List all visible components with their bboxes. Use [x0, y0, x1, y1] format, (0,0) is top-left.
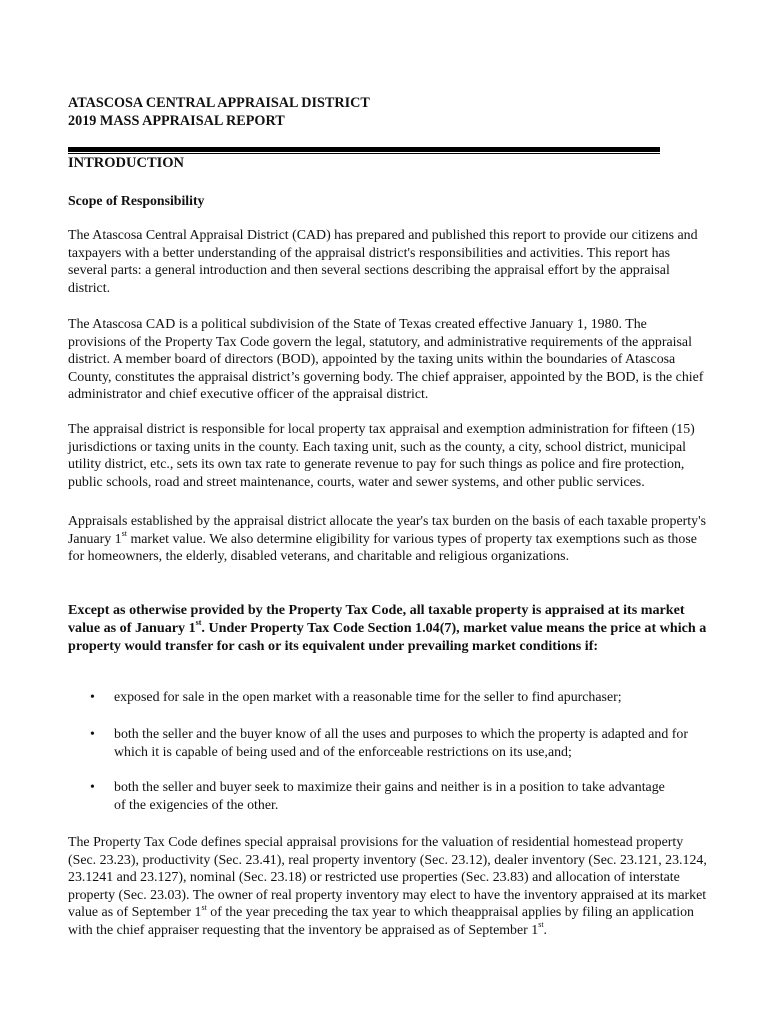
ordinal-sup: st: [121, 528, 127, 538]
paragraph-appraisals-b: market value. We also determine eligibility for various types of property tax exemptions such as those for homeowners, the elderly, disabled veterans, and charitable and religious organizations.: [68, 531, 697, 565]
paragraph-cad-description: The Atascosa CAD is a political subdivision of the State of Texas created effective January 1, 1980. The provisions of the Property Tax Code govern the legal, statutory, and administrative requirements of the appraisal district. A member board of directors (BOD), appointed by the taxing units within the boundaries of Atascosa County, constitutes the appraisal district’s governing body. The chief appraiser, appointed by the BOD, is the chief administrator and chief executive officer of the appraisal district.: [68, 317, 704, 403]
paragraph-appraisals: [68, 513, 708, 566]
market-value-b: . Under Property Tax Code Section 1.04(7), market value means the price at which a property would transfer for cash or its equivalent under prevailing market conditions if:: [68, 619, 707, 654]
special-provisions-a: The Property Tax Code defines special appraisal provisions for the valuation of residential homestead property (Sec. 23.23), productivity (Sec. 23.41), real property inventory (Sec. 23.12), dealer inventory (Sec. 23.121, 23.124, 23.1241 and 23.127), nominal (Sec. 23.18) or restricted use properties (Sec. 23.83) and allocation of interstate property (Sec. 23.03). The owner of real property inventory may elect to have the inventory appraised at its market value as of September 1: [68, 835, 707, 921]
list-item-text: both the seller and the buyer know of all the uses and purposes to which the property is adapted and for which it is capable of being used and of the enforceable restrictions on its use,and;: [114, 727, 688, 760]
paragraph-appraisals-a: Appraisals established by the appraisal district allocate the year's tax burden on the basis of each taxable property's January 1: [68, 514, 706, 547]
list-item-text: exposed for sale in the open market with a reasonable time for the seller to find apurchaser;: [114, 690, 622, 705]
bullet-icon: •: [90, 780, 95, 795]
bullet-icon: •: [90, 690, 95, 705]
market-value-a: Except as otherwise provided by the Property Tax Code, all taxable property is appraised at its market value as of January 1: [68, 602, 685, 636]
list-item: [68, 726, 708, 761]
district-name-heading: ATASCOSA CENTRAL APPRAISAL DISTRICT: [68, 95, 370, 111]
special-provisions-c: .: [543, 922, 548, 938]
paragraph-responsibility: The appraisal district is responsible for local property tax appraisal and exemption administration for fifteen (15) jurisdictions or taxing units in the county. Each taxing unit, such as the county, a city, school district, municipal utility district, etc., sets its own tax rate to generate revenue to pay for such things as police and fire protection, public schools, road and street maintenance, courts, water and sewer systems, and other public services.: [68, 422, 695, 490]
list-item-text: both the seller and buyer seek to maximize their gains and neither is in a position to take advantage of the exigencies of the other.: [114, 780, 665, 813]
paragraph-special-provisions: [68, 834, 708, 940]
ordinal-sup: st: [201, 902, 207, 912]
paragraph-intro: The Atascosa Central Appraisal District (CAD) has prepared and published this report to provide our citizens and taxpayers with a better understanding of the appraisal district's responsibilities and activities. This report has several parts: a general introduction and then several sections describing the appraisal effort by the appraisal district.: [68, 228, 698, 296]
ordinal-sup: st: [195, 618, 202, 628]
special-provisions-b: of the year preceding the tax year to which theappraisal applies by filing an application with the chief appraiser requesting that the inventory be appraised as of September 1: [68, 905, 694, 938]
ordinal-sup: st: [538, 920, 544, 930]
thick-divider: [68, 147, 660, 152]
report-title-heading: 2019 MASS APPRAISAL REPORT: [68, 113, 285, 129]
section-title: INTRODUCTION: [68, 155, 185, 171]
bullet-icon: •: [90, 727, 95, 742]
list-item: [68, 689, 708, 707]
paragraph-market-value: [68, 602, 708, 655]
list-item: [68, 779, 674, 814]
subsection-title: Scope of Responsibility: [68, 193, 205, 208]
